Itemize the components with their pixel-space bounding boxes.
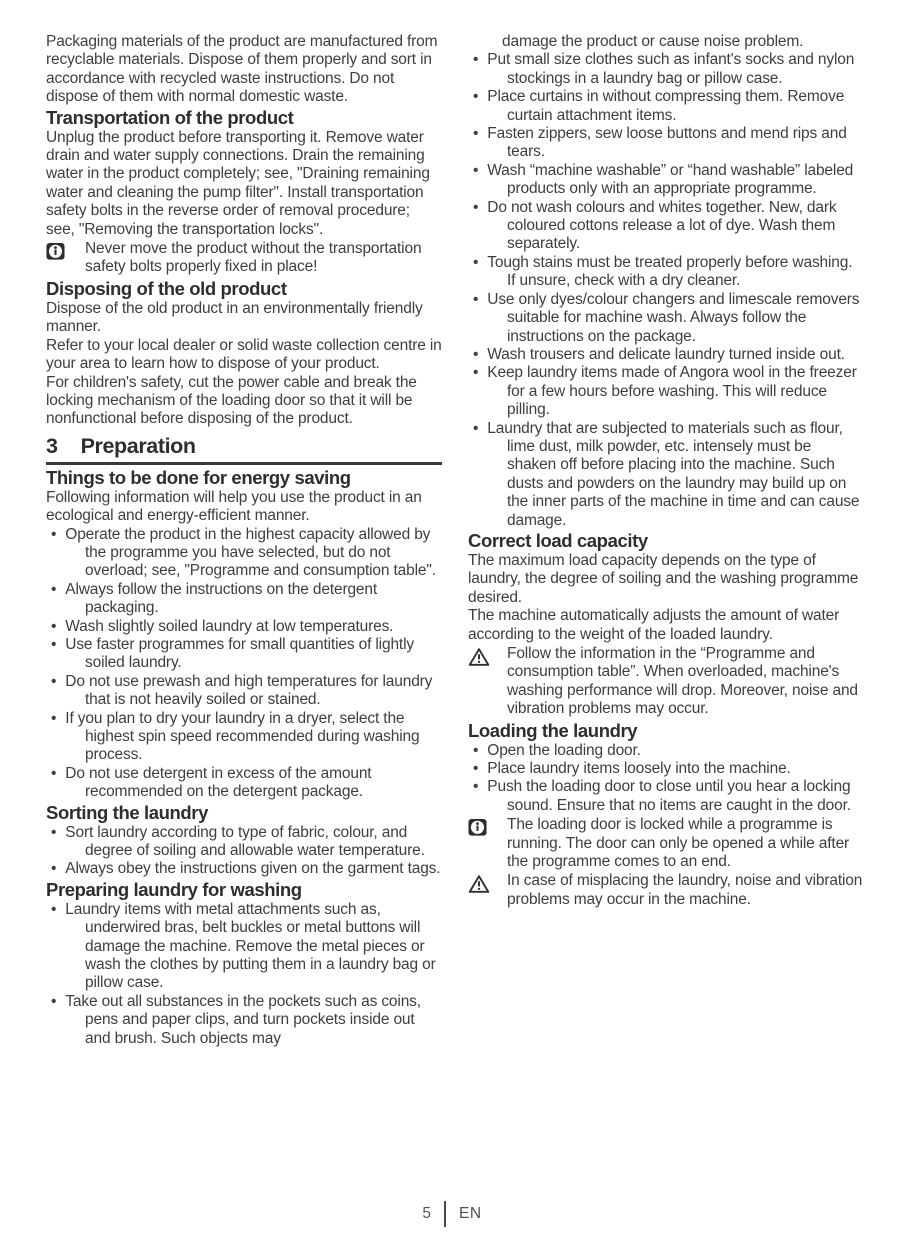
bullet-item bbox=[468, 254, 864, 291]
bullet-text: Always obey the instructions given on the garment tags. bbox=[65, 860, 441, 878]
note-text: Never move the product without the transportation safety bolts properly fixed in place! bbox=[85, 240, 422, 276]
bullet-text: If you plan to dry your laundry in a dryer, select the highest spin speed recommended during washing process. bbox=[65, 709, 420, 764]
bullet-item bbox=[468, 291, 864, 346]
bullet-item bbox=[46, 581, 442, 618]
bullet-icon: • bbox=[473, 419, 479, 437]
bullet-item bbox=[46, 636, 442, 673]
bullet-text: Keep laundry items made of Angora wool in the freezer for a few hours before washing. This will reduce pilling. bbox=[487, 364, 857, 419]
bullet-text: Do not use detergent in excess of the amount recommended on the detergent package. bbox=[65, 764, 372, 801]
info-icon bbox=[46, 240, 85, 277]
bullet-icon: • bbox=[473, 364, 479, 382]
bullet-item bbox=[46, 901, 442, 993]
continuation-paragraph: damage the product or cause noise problem. bbox=[502, 33, 804, 50]
bullet-text: Take out all substances in the pockets such as coins, pens and paper clips, and turn pockets inside out and brush. Such objects may bbox=[65, 992, 421, 1047]
bullet-icon: • bbox=[51, 617, 57, 635]
right-column bbox=[468, 33, 864, 1048]
language-code: EN bbox=[459, 1205, 482, 1222]
bullet-text: Wash trousers and delicate laundry turned inside out. bbox=[487, 345, 845, 363]
bullet-icon: • bbox=[51, 992, 57, 1010]
bullet-icon: • bbox=[51, 580, 57, 598]
note-text: Follow the information in the “Programme and consumption table”. When overloaded, machine's washing performance will drop. Moreover, noise and vibration problems may occur. bbox=[507, 645, 858, 718]
bullet-text: Laundry that are subjected to materials such as flour, lime dust, milk powder, etc. intensely must be shaken off before placing into the machine. Such dusts and powders on the laundry may build up on the inner parts of the machine in time and can cause damage. bbox=[487, 419, 860, 529]
bullet-icon: • bbox=[473, 161, 479, 179]
sub-heading: Things to be done for energy saving bbox=[46, 466, 351, 488]
bullet-icon: • bbox=[473, 125, 479, 143]
bullet-icon: • bbox=[51, 672, 57, 690]
sub-heading: Sorting the laundry bbox=[46, 801, 208, 823]
note-text: The loading door is locked while a programme is running. The door can only be opened a while after the programme comes to an end. bbox=[507, 816, 850, 871]
bullet-text: Fasten zippers, sew loose buttons and mend rips and tears. bbox=[487, 125, 847, 161]
bullet-icon: • bbox=[51, 823, 57, 841]
paragraph: The machine automatically adjusts the amount of water according to the weight of the loaded laundry. bbox=[468, 607, 840, 643]
section-title: Preparation bbox=[80, 433, 196, 458]
bullet-icon: • bbox=[51, 635, 57, 653]
warning-icon bbox=[468, 645, 507, 719]
bullet-text: Place laundry items loosely into the machine. bbox=[487, 760, 791, 778]
bullet-text: Push the loading door to close until you hear a locking sound. Ensure that no items are caught in the door. bbox=[487, 778, 851, 814]
bullet-item bbox=[468, 742, 864, 760]
bullet-item bbox=[46, 710, 442, 765]
bullet-item bbox=[468, 125, 864, 162]
warning-note bbox=[468, 645, 864, 719]
info-note bbox=[468, 816, 864, 871]
paragraph: The maximum load capacity depends on the type of laundry, the degree of soiling and the washing programme desired. bbox=[468, 551, 859, 606]
sub-heading: Correct load capacity bbox=[468, 529, 648, 551]
paragraph: For children's safety, cut the power cable and break the locking mechanism of the loading door so that it will be nonfunctional before disposing of the product. bbox=[46, 373, 417, 428]
bullet-icon: • bbox=[473, 253, 479, 271]
bullet-item bbox=[46, 860, 442, 878]
bullet-text: Place curtains in without compressing them. Remove curtain attachment items. bbox=[487, 88, 845, 124]
page-number: 5 bbox=[422, 1205, 432, 1222]
bullet-item bbox=[468, 364, 864, 419]
bullet-item bbox=[46, 526, 442, 581]
bullet-item bbox=[468, 760, 864, 778]
bullet-item bbox=[46, 993, 442, 1048]
bullet-item bbox=[46, 673, 442, 710]
bullet-text: Do not use prewash and high temperatures for laundry that is not heavily soiled or stained. bbox=[65, 672, 433, 709]
section-heading bbox=[46, 434, 442, 465]
bullet-icon: • bbox=[473, 198, 479, 216]
bullet-item bbox=[468, 162, 864, 199]
bullet-icon: • bbox=[51, 900, 57, 918]
bullet-item bbox=[468, 420, 864, 530]
bullet-text: Sort laundry according to type of fabric, colour, and degree of soiling and allowable water temperature. bbox=[65, 823, 425, 860]
sub-heading: Loading the laundry bbox=[468, 719, 638, 741]
bullet-text: Do not wash colours and whites together. New, dark coloured cottons release a lot of dye. Wash them separately. bbox=[487, 198, 837, 253]
bullet-text: Put small size clothes such as infant's socks and nylon stockings in a laundry bag or pillow case. bbox=[487, 51, 855, 87]
warning-icon bbox=[468, 872, 507, 909]
bullet-icon: • bbox=[51, 860, 57, 878]
bullet-text: Use only dyes/colour changers and limescale removers suitable for machine wash. Always follow the instructions on the package. bbox=[487, 290, 860, 345]
sub-heading: Disposing of the old product bbox=[46, 277, 287, 299]
page-footer bbox=[0, 1201, 904, 1227]
paragraph: Dispose of the old product in an environmentally friendly manner. bbox=[46, 299, 423, 336]
bullet-text: Always follow the instructions on the detergent packaging. bbox=[65, 580, 378, 617]
sub-heading: Transportation of the product bbox=[46, 106, 294, 128]
bullet-item bbox=[468, 51, 864, 88]
bullet-icon: • bbox=[473, 778, 479, 796]
bullet-item bbox=[468, 346, 864, 364]
bullet-icon: • bbox=[51, 525, 57, 543]
bullet-item bbox=[46, 824, 442, 861]
bullet-text: Operate the product in the highest capacity allowed by the programme you have selected, but do not overload; see, "Programme and consumption table". bbox=[65, 525, 436, 580]
bullet-text: Wash “machine washable” or “hand washable” labeled products only with an appropriate programme. bbox=[487, 161, 854, 198]
bullet-icon: • bbox=[473, 290, 479, 308]
bullet-text: Tough stains must be treated properly before washing. If unsure, check with a dry cleaner. bbox=[487, 253, 853, 290]
bullet-text: Wash slightly soiled laundry at low temperatures. bbox=[65, 617, 394, 635]
left-column bbox=[46, 33, 442, 1048]
bullet-item bbox=[468, 88, 864, 125]
bullet-icon: • bbox=[473, 88, 479, 106]
paragraph: Packaging materials of the product are manufactured from recyclable materials. Dispose of them properly and sort in accordance with recycled waste instructions. Do not dispose of them with normal domestic waste. bbox=[46, 33, 438, 106]
section-number: 3 bbox=[46, 433, 58, 458]
bullet-item bbox=[46, 618, 442, 636]
paragraph: Following information will help you use the product in an ecological and energy-efficient manner. bbox=[46, 488, 422, 525]
bullet-icon: • bbox=[51, 764, 57, 782]
footer-divider bbox=[444, 1201, 446, 1227]
bullet-icon: • bbox=[473, 741, 479, 759]
bullet-icon: • bbox=[473, 760, 479, 778]
bullet-item bbox=[468, 778, 864, 815]
warning-note bbox=[468, 872, 864, 909]
bullet-item bbox=[46, 765, 442, 802]
bullet-icon: • bbox=[51, 709, 57, 727]
paragraph: Unplug the product before transporting it. Remove water drain and water supply connections. Drain the remaining water in the product completely; see, "Draining remaining water and cleaning the pump filter". Install transportation safety bolts in the reverse order of removal procedure; see, "Removing the transportation locks". bbox=[46, 128, 430, 238]
bullet-text: Laundry items with metal attachments such as, underwired bras, belt buckles or metal buttons will damage the machine. Remove the metal pieces or wash the clothes by putting them in a laundry bag or pillow case. bbox=[65, 900, 436, 992]
bullet-text: Open the loading door. bbox=[487, 741, 641, 759]
sub-heading: Preparing laundry for washing bbox=[46, 878, 302, 900]
info-note bbox=[46, 240, 442, 277]
bullet-icon: • bbox=[473, 51, 479, 69]
paragraph: Refer to your local dealer or solid waste collection centre in your area to learn how to dispose of your product. bbox=[46, 336, 442, 373]
info-icon bbox=[468, 816, 507, 871]
note-text: In case of misplacing the laundry, noise and vibration problems may occur in the machine. bbox=[507, 872, 863, 908]
bullet-text: Use faster programmes for small quantities of lightly soiled laundry. bbox=[65, 635, 414, 672]
bullet-item bbox=[468, 199, 864, 254]
bullet-icon: • bbox=[473, 345, 479, 363]
